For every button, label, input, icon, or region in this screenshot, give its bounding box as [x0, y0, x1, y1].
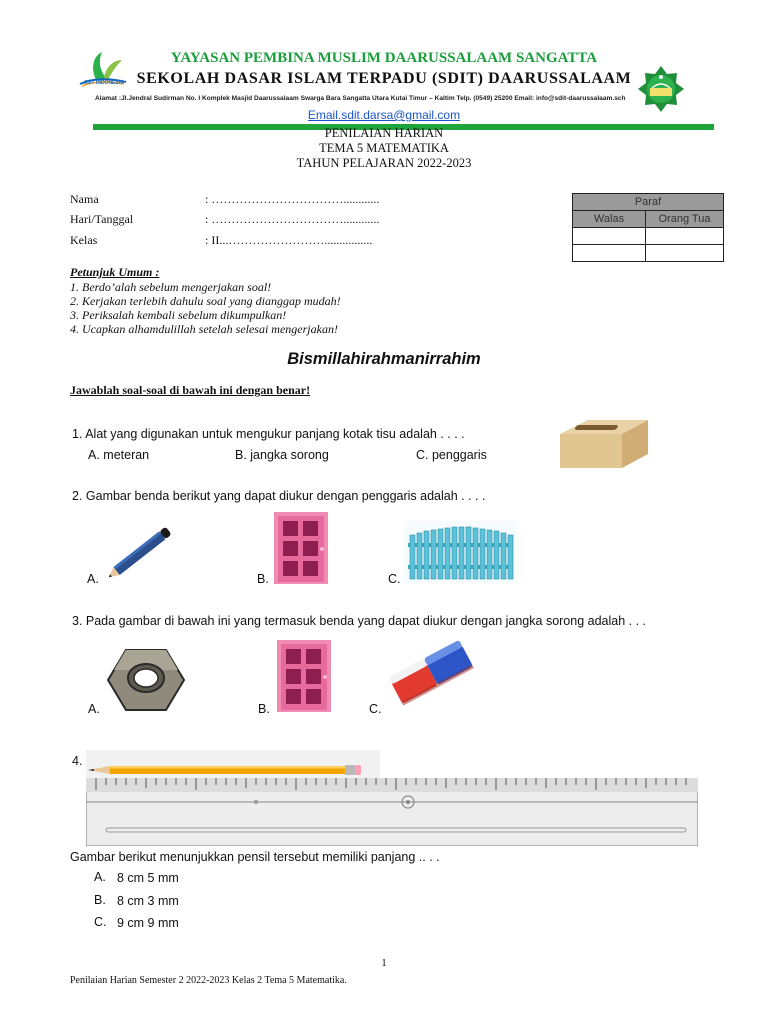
door-image: [277, 640, 331, 712]
petunjuk-item: 3. Periksalah kembali sebelum dikumpulkan!: [70, 308, 287, 322]
page-footer: Penilaian Harian Semester 2 2022-2023 Kelas 2 Tema 5 Matematika.: [70, 975, 347, 986]
q3-option-b[interactable]: B.: [258, 702, 270, 716]
q1-option-b[interactable]: B. jangka sorong: [235, 448, 329, 462]
question-4: Gambar berikut menunjukkan pensil tersebut memiliki panjang .. . .: [70, 850, 440, 864]
exam-title: PENILAIAN HARIAN: [324, 126, 444, 140]
paraf-col-orangtua: Orang Tua: [646, 211, 724, 228]
petunjuk-item: 2. Kerjakan terlebih dahulu soal yang dianggap mudah!: [70, 294, 341, 308]
page-number: 1: [381, 957, 387, 969]
school-email-link[interactable]: Email.sdit.darsa@gmail.com: [307, 108, 461, 122]
paraf-table: [572, 193, 724, 262]
q4-option-c-letter[interactable]: C.: [94, 915, 107, 929]
school-address: Alamat :Jl.Jendral Sudirman No. I Komplek Masjid Daarussalaam Swarga Bara Sangatta Utara Kutai Timur – Kaltim Telp. (0549) 25200 Email: info@sdit-daarussalaam.sch: [95, 95, 626, 102]
q2-option-a[interactable]: A.: [87, 572, 99, 586]
exam-theme: TEMA 5 MATEMATIKA: [319, 141, 449, 155]
field-value-kelas[interactable]: : II...……………………................: [205, 233, 373, 247]
paraf-cell-orangtua-2[interactable]: [646, 245, 724, 262]
q4-option-a[interactable]: 8 cm 5 mm: [117, 871, 179, 885]
petunjuk-title: Petunjuk Umum :: [70, 265, 160, 279]
field-value-tanggal[interactable]: : ……………………………............: [205, 212, 380, 226]
petunjuk-item: 1. Berdo’alah sebelum mengerjakan soal!: [70, 280, 272, 294]
bismillah-heading: Bismillahirahmanirrahim: [287, 350, 481, 368]
paraf-cell-walas-1[interactable]: [573, 228, 646, 245]
q4-option-b-letter[interactable]: B.: [94, 893, 106, 907]
paraf-cell-walas-2[interactable]: [573, 245, 646, 262]
question-4-number: 4.: [72, 754, 83, 768]
nut-image: [106, 644, 186, 716]
field-label-nama: Nama: [70, 192, 99, 206]
q2-option-c[interactable]: C.: [388, 572, 401, 586]
paraf-title: Paraf: [573, 194, 724, 211]
logo-left-caption: JSIT INDONESIA: [84, 80, 124, 86]
instruction: Jawablah soal-soal di bawah ini dengan benar!: [70, 383, 311, 397]
field-value-nama[interactable]: : ……………………………............: [205, 192, 380, 206]
pencil-image: [100, 520, 182, 584]
q2-option-b[interactable]: B.: [257, 572, 269, 586]
q3-option-c[interactable]: C.: [369, 702, 382, 716]
field-label-kelas: Kelas: [70, 233, 98, 247]
fence-image: [404, 521, 516, 583]
q4-option-a-letter[interactable]: A.: [94, 870, 106, 884]
question-2: 2. Gambar benda berikut yang dapat diukur dengan penggaris adalah . . . .: [72, 489, 486, 503]
question-1: 1. Alat yang digunakan untuk mengukur panjang kotak tisu adalah . . . .: [72, 427, 465, 441]
petunjuk-item: 4. Ucapkan alhamdulillah setelah selesai mengerjakan!: [70, 322, 338, 336]
eraser-image: [386, 634, 480, 714]
ruler-image: [86, 778, 698, 846]
field-label-tanggal: Hari/Tanggal: [70, 212, 134, 226]
q1-option-c[interactable]: C. penggaris: [416, 448, 487, 462]
tissue-box-image: [552, 416, 652, 472]
door-image: [274, 512, 328, 584]
q4-option-b[interactable]: 8 cm 3 mm: [117, 894, 179, 908]
paraf-cell-orangtua-1[interactable]: [646, 228, 724, 245]
q4-option-c[interactable]: 9 cm 9 mm: [117, 916, 179, 930]
q3-option-a[interactable]: A.: [88, 702, 100, 716]
paraf-col-walas: Walas: [573, 211, 646, 228]
question-3: 3. Pada gambar di bawah ini yang termasuk benda yang dapat diukur dengan jangka sorong adalah . . .: [72, 614, 647, 628]
exam-year: TAHUN PELAJARAN 2022-2023: [296, 156, 472, 170]
yayasan-name: YAYASAN PEMBINA MUSLIM DAARUSSALAAM SANGATTA: [170, 50, 598, 66]
q1-option-a[interactable]: A. meteran: [88, 448, 150, 462]
school-name: SEKOLAH DASAR ISLAM TERPADU (SDIT) DAARUSSALAAM: [136, 70, 632, 87]
